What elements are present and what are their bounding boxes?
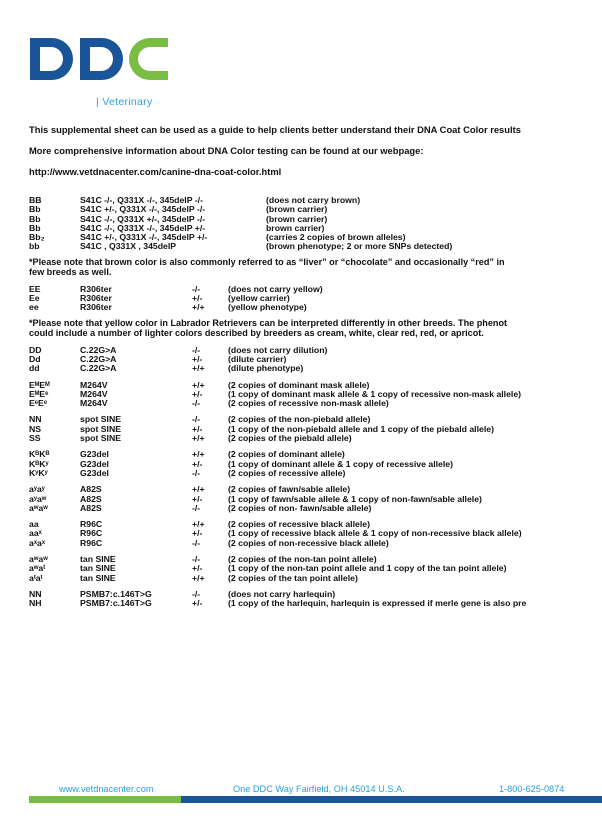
note-line: *Please note that yellow color in Labrador Retrievers can be interpreted differently in other breeds. The phenot <box>29 317 508 328</box>
description-cell: (brown carrier) <box>266 213 328 224</box>
result-cell: +/+ <box>192 363 205 374</box>
brown-note <box>29 257 602 278</box>
genotype-cell: aˣaˣ <box>29 537 46 548</box>
genotype-cell: DD <box>29 344 42 355</box>
variant-cell: PSMB7:c.146T>G <box>80 588 152 599</box>
genotype-cell: EᴹEᵉ <box>29 388 49 399</box>
result-cell: +/- <box>192 293 203 304</box>
variant-cell: tan SINE <box>80 554 116 565</box>
genotype-cell: NN <box>29 588 42 599</box>
intro-line-1: This supplemental sheet can be used as a guide to help clients better understand their DNA Coat Color results <box>29 124 521 135</box>
variant-cell: A82S <box>80 502 102 513</box>
yellow-note <box>29 318 602 339</box>
genotype-cell: KᴮKᴮ <box>29 449 50 460</box>
result-cell: +/- <box>192 458 203 469</box>
intro-line-2: More comprehensive information about DNA Color testing can be found at our webpage: <box>29 145 424 156</box>
description-cell: (2 copies of fawn/sable allele) <box>228 484 351 495</box>
result-cell: +/- <box>192 353 203 364</box>
description-cell: (1 copy of the non-piebald allele and 1 copy of the piebald allele) <box>228 423 494 434</box>
description-cell: (does not carry brown) <box>266 196 361 205</box>
result-cell: +/- <box>192 598 203 609</box>
description-cell: (2 copies of non- fawn/sable allele) <box>228 502 372 513</box>
genotype-cell: aaˣ <box>29 528 42 539</box>
description-cell: (does not carry harlequin) <box>228 588 336 599</box>
results-guide <box>29 196 602 609</box>
result-cell: +/+ <box>192 379 205 390</box>
result-cell: +/- <box>192 563 203 574</box>
variant-cell: R96C <box>80 519 103 530</box>
result-cell: +/+ <box>192 449 205 460</box>
genotype-cell: EᴹEᴹ <box>29 379 50 390</box>
genotype-cell: bb <box>29 241 40 252</box>
description-cell: brown carrier) <box>266 222 325 233</box>
variant-cell: S41C +/-, Q331X -/-, 345delP -/- <box>80 204 206 215</box>
genotype-cell: Bb <box>29 204 41 215</box>
description-cell: (dilute carrier) <box>228 353 287 364</box>
description-cell: (2 copies of the tan point allele) <box>228 572 358 583</box>
footer-website: www.vetdnacenter.com <box>59 784 154 794</box>
genotype-row <box>29 539 602 548</box>
variant-cell: S41C -/-, Q331X -/-, 345delP -/- <box>80 196 203 205</box>
genotype-cell: NN <box>29 414 42 425</box>
footer-bar-green <box>29 796 181 803</box>
intro-url: http://www.vetdnacenter.com/canine-dna-coat-color.html <box>29 166 282 177</box>
variant-cell: S41C -/-, Q331X -/-, 345delP +/- <box>80 222 206 233</box>
result-cell: -/- <box>192 398 201 409</box>
note-line: few breeds as well. <box>29 267 112 278</box>
result-cell: -/- <box>192 502 201 513</box>
description-cell: (1 copy of recessive black allele & 1 copy of non-recessive black allele) <box>228 528 522 539</box>
result-cell: -/- <box>192 467 201 478</box>
genotype-cell: ee <box>29 302 39 313</box>
genotype-cell: aʷaᵗ <box>29 563 46 574</box>
description-cell: (2 copies of the piebald allele) <box>228 433 352 444</box>
description-cell: (2 copies of recessive black allele) <box>228 519 370 530</box>
yellow-genotypes <box>29 285 602 313</box>
genotype-cell: KᴮKʸ <box>29 458 49 469</box>
genotype-row <box>29 434 602 443</box>
genotype-cell: Bb₂ <box>29 232 45 243</box>
genotype-cell: NS <box>29 423 42 434</box>
description-cell: (2 copies of dominant allele) <box>228 449 345 460</box>
variant-cell: R306ter <box>80 293 112 304</box>
genotype-row <box>29 599 602 608</box>
description-cell: (does not carry dilution) <box>228 344 328 355</box>
variant-cell: G23del <box>80 449 109 460</box>
genotype-row <box>29 303 602 312</box>
variant-cell: G23del <box>80 467 109 478</box>
genotype-cell: Bb <box>29 222 41 233</box>
genotype-groups <box>29 346 602 609</box>
description-cell: (2 copies of the non-tan point allele) <box>228 554 377 565</box>
genotype-row <box>29 399 602 408</box>
note-line: *Please note that brown color is also commonly referred to as “liver” or “chocolate” and occasionally “red” in <box>29 256 505 267</box>
description-cell: (2 copies of dominant mask allele) <box>228 379 370 390</box>
description-cell: (yellow phenotype) <box>228 302 307 313</box>
result-cell: -/- <box>192 588 201 599</box>
description-cell: (1 copy of dominant mask allele & 1 copy of recessive non-mask allele) <box>228 388 522 399</box>
note-line: could include a number of lighter colors described by breeders as cream, white, clear red, red, or apricot. <box>29 328 484 339</box>
result-cell: +/- <box>192 493 203 504</box>
variant-cell: M264V <box>80 379 108 390</box>
description-cell: (carries 2 copies of brown alleles) <box>266 232 406 243</box>
variant-cell: A82S <box>80 493 102 504</box>
result-cell: -/- <box>192 554 201 565</box>
genotype-cell: aʸaʷ <box>29 493 47 504</box>
description-cell: (1 copy of fawn/sable allele & 1 copy of non-fawn/sable allele) <box>228 493 482 504</box>
genotype-cell: Dd <box>29 353 41 364</box>
variant-cell: C.22G>A <box>80 363 117 374</box>
description-cell: (1 copy of the harlequin, harlequin is expressed if merle gene is also pre <box>228 598 527 609</box>
variant-cell: spot SINE <box>80 414 122 425</box>
result-cell: -/- <box>192 414 201 425</box>
description-cell: (does not carry yellow) <box>228 283 323 294</box>
variant-cell: S41C +/-, Q331X -/-, 345delP +/- <box>80 232 208 243</box>
result-cell: -/- <box>192 344 201 355</box>
variant-cell: C.22G>A <box>80 353 117 364</box>
result-cell: +/+ <box>192 433 205 444</box>
result-cell: -/- <box>192 537 201 548</box>
genotype-cell: EᵉEᵉ <box>29 398 48 409</box>
footer-address: One DDC Way Fairfield, OH 45014 U.S.A. <box>233 784 405 794</box>
variant-cell: R306ter <box>80 283 112 294</box>
genotype-cell: EE <box>29 283 41 294</box>
genotype-cell: aʷaʷ <box>29 554 48 565</box>
result-cell: +/- <box>192 423 203 434</box>
result-cell: +/+ <box>192 572 205 583</box>
variant-cell: tan SINE <box>80 563 116 574</box>
genotype-row <box>29 469 602 478</box>
genotype-row <box>29 364 602 373</box>
genotype-row <box>29 285 602 294</box>
result-cell: +/+ <box>192 302 205 313</box>
division-label: | Veterinary <box>96 96 153 108</box>
genotype-cell: aʸaʸ <box>29 484 45 495</box>
variant-cell: R96C <box>80 528 103 539</box>
genotype-cell: aa <box>29 519 39 530</box>
variant-cell: spot SINE <box>80 423 122 434</box>
variant-cell: PSMB7:c.146T>G <box>80 598 152 609</box>
variant-cell: R306ter <box>80 302 112 313</box>
genotype-cell: aᵗaᵗ <box>29 572 43 583</box>
description-cell: (2 copies of non-recessive black allele) <box>228 537 389 548</box>
genotype-cell: Ee <box>29 293 40 304</box>
variant-cell: M264V <box>80 388 108 399</box>
result-cell: +/- <box>192 388 203 399</box>
genotype-row <box>29 242 602 251</box>
genotype-row <box>29 574 602 583</box>
genotype-cell: Bb <box>29 213 41 224</box>
result-cell: +/+ <box>192 484 205 495</box>
description-cell: (dilute phenotype) <box>228 363 304 374</box>
result-cell: +/+ <box>192 519 205 530</box>
variant-cell: spot SINE <box>80 433 122 444</box>
variant-cell: S41C , Q331X , 345delP <box>80 241 177 252</box>
brown-genotypes <box>29 196 602 252</box>
genotype-cell: KʸKʸ <box>29 467 48 478</box>
variant-cell: S41C -/-, Q331X +/-, 345delP -/- <box>80 213 206 224</box>
genotype-row <box>29 504 602 513</box>
genotype-cell: NH <box>29 598 42 609</box>
ddc-logo-mark <box>30 38 170 98</box>
genotype-cell: aʷaʷ <box>29 502 48 513</box>
genotype-row <box>29 294 602 303</box>
description-cell: (brown carrier) <box>266 204 328 215</box>
genotype-cell: dd <box>29 363 40 374</box>
footer-phone: 1-800-625-0874 <box>499 784 565 794</box>
description-cell: (1 copy of the non-tan point allele and 1 copy of the tan point allele) <box>228 563 507 574</box>
description-cell: (yellow carrier) <box>228 293 290 304</box>
genotype-cell: SS <box>29 433 41 444</box>
result-cell: +/- <box>192 528 203 539</box>
variant-cell: G23del <box>80 458 109 469</box>
variant-cell: R96C <box>80 537 103 548</box>
description-cell: (2 copies of recessive allele) <box>228 467 346 478</box>
description-cell: (2 copies of recessive non-mask allele) <box>228 398 389 409</box>
description-cell: (1 copy of dominant allele & 1 copy of recessive allele) <box>228 458 453 469</box>
variant-cell: C.22G>A <box>80 344 117 355</box>
result-cell: -/- <box>192 283 201 294</box>
variant-cell: M264V <box>80 398 108 409</box>
description-cell: (2 copies of the non-piebald allele) <box>228 414 371 425</box>
genotype-cell: BB <box>29 196 42 205</box>
footer-bar-blue <box>181 796 602 803</box>
variant-cell: A82S <box>80 484 102 495</box>
variant-cell: tan SINE <box>80 572 116 583</box>
description-cell: (brown phenotype; 2 or more SNPs detected) <box>266 241 453 252</box>
